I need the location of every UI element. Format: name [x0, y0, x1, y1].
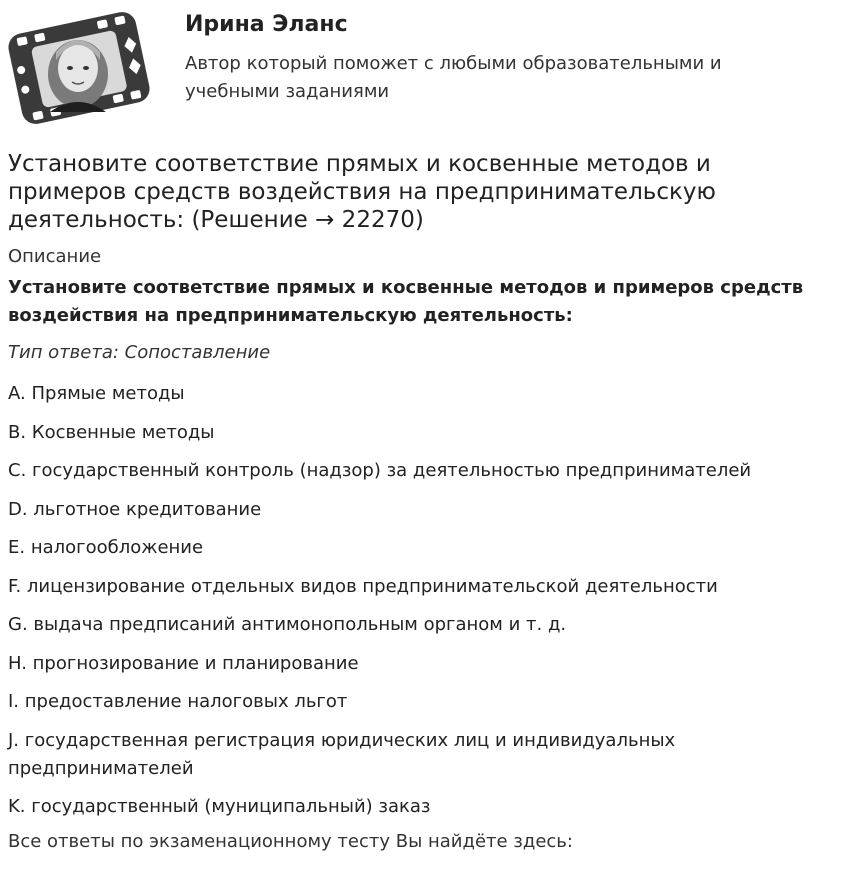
author-header [0, 0, 847, 140]
option-item-k: K. государственный (муниципальный) заказ [8, 796, 431, 817]
answers-link-text: Все ответы по экзаменационному тесту Вы найдёте здесь: [8, 831, 573, 852]
option-item-d: D. льготное кредитование [8, 498, 262, 520]
option-item-j: J. государственная регистрация юридических лиц и индивидуальных предпринимателей [8, 729, 676, 779]
option-item-h: H. прогнозирование и планирование [8, 652, 359, 674]
author-photo-film-frame-icon [6, 8, 152, 128]
question-text: Установите соответствие прямых и косвенные методов и примеров средств воздействия на предпринимательскую деятельность: [8, 277, 804, 326]
page-title: Установите соответствие прямых и косвенные методов и примеров средств воздействия на предпринимательскую деятельность: (Решение → 22270) [8, 151, 716, 233]
option-item-c: C. государственный контроль (надзор) за деятельностью предпринимателей [8, 460, 752, 481]
options-list [8, 380, 828, 832]
option-item-f: F. лицензирование отдельных видов предпринимательской деятельности [8, 575, 718, 597]
option-item-i: I. предоставление налоговых льгот [8, 691, 348, 712]
answer-type: Тип ответа: Сопоставление [8, 342, 271, 363]
description-label: Описание [8, 246, 102, 267]
option-item-a: A. Прямые методы [8, 383, 185, 404]
author-avatar[interactable] [6, 8, 152, 128]
option-item-b: B. Косвенные методы [8, 421, 215, 443]
option-item-e: E. налогообложение [8, 537, 204, 558]
option-item-g: G. выдача предписаний антимонопольным органом и т. д. [8, 614, 567, 635]
author-name[interactable]: Ирина Эланс [185, 12, 348, 37]
author-description: Автор который поможет с любыми образовательными и учебными заданиями [185, 53, 722, 102]
